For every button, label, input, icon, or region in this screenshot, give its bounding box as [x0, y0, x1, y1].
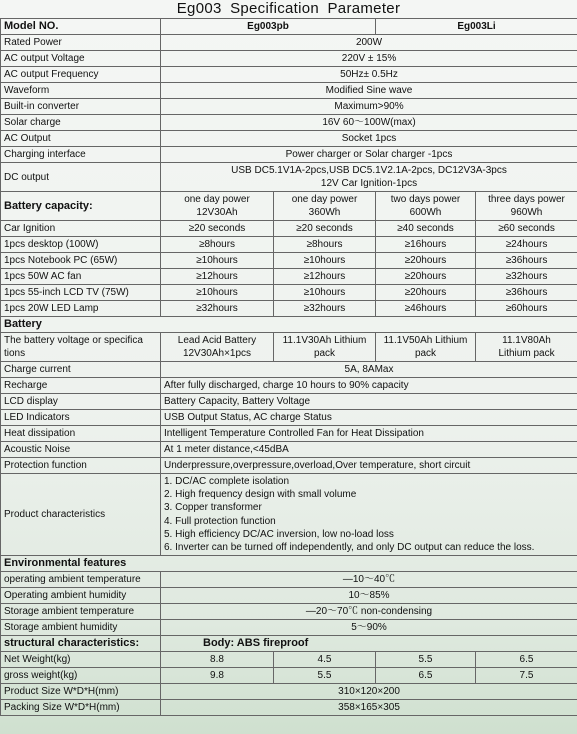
dc-output-line2: 12V Car Ignition-1pcs [320, 178, 418, 189]
spec-value: 5～90% [161, 620, 577, 636]
table-row [1, 35, 577, 51]
spec-label: Packing Size W*D*H(mm) [1, 700, 161, 716]
weight-cell: 9.8 [161, 668, 274, 684]
capacity-column [476, 192, 577, 221]
table-row [1, 163, 577, 192]
capacity-cell: ≥60 seconds [476, 221, 577, 237]
type-line1: 11.1V30Ah Lithium [282, 335, 367, 346]
model-label: Model NO. [1, 19, 161, 35]
spec-value: —20～70℃ non-condensing [161, 604, 577, 620]
capacity-row-label: Car Ignition [1, 221, 161, 237]
capacity-cell: ≥46hours [376, 301, 476, 317]
table-row [1, 115, 577, 131]
capacity-cell: ≥20hours [376, 253, 476, 269]
list-item: 6. Inverter can be turned off independently, and only DC output can reduce the loss. [164, 542, 535, 554]
capacity-column [376, 192, 476, 221]
capacity-row-label: 1pcs Notebook PC (65W) [1, 253, 161, 269]
table-row [1, 51, 577, 67]
weight-cell: 5.5 [376, 652, 476, 668]
list-item: 2. High frequency design with small volume [164, 489, 357, 501]
table-row [1, 604, 577, 620]
table-row [1, 83, 577, 99]
spec-value: Maximum>90% [161, 99, 577, 115]
spec-label: Acoustic Noise [1, 442, 161, 458]
spec-label: Product characteristics [1, 474, 161, 556]
spec-value: 200W [161, 35, 577, 51]
column-line2: 960Wh [510, 207, 543, 218]
capacity-column [161, 192, 274, 221]
section-row [1, 636, 577, 652]
capacity-cell: ≥20 seconds [274, 221, 376, 237]
battery-type [161, 333, 274, 362]
type-line2: 12V30Ah×1pcs [182, 348, 252, 359]
capacity-row-label: 1pcs 50W AC fan [1, 269, 161, 285]
table-row [1, 131, 577, 147]
table-row [1, 362, 577, 378]
spec-label: LCD display [1, 394, 161, 410]
type-line1: Lead Acid Battery [177, 335, 257, 346]
model-pb: Eg003pb [161, 19, 376, 35]
table-row [1, 588, 577, 604]
list-item: 3. Copper transformer [164, 502, 262, 514]
capacity-cell: ≥12hours [161, 269, 274, 285]
capacity-cell: ≥32hours [274, 301, 376, 317]
table-row [1, 378, 577, 394]
column-line2: 600Wh [409, 207, 442, 218]
spec-value: At 1 meter distance,<45dBA [161, 442, 577, 458]
type-line1: 11.1V50Ah Lithium [383, 335, 468, 346]
spec-value: Intelligent Temperature Controlled Fan for Heat Dissipation [161, 426, 577, 442]
type-line2: pack [313, 348, 336, 359]
spec-value: 10～85% [161, 588, 577, 604]
weight-cell: 6.5 [476, 652, 577, 668]
capacity-cell: ≥8hours [274, 237, 376, 253]
table-row [1, 333, 577, 362]
spec-label: Product Size W*D*H(mm) [1, 684, 161, 700]
battery-type [376, 333, 476, 362]
spec-value [161, 163, 577, 192]
spec-value: After fully discharged, charge 10 hours to 90% capacity [161, 378, 577, 394]
battery-type [274, 333, 376, 362]
table-row [1, 99, 577, 115]
spec-label: Protection function [1, 458, 161, 474]
spec-label: Solar charge [1, 115, 161, 131]
table-row [1, 442, 577, 458]
spec-value: —10～40℃ [161, 572, 577, 588]
section-title: Battery [1, 317, 577, 333]
spec-label: AC output Frequency [1, 67, 161, 83]
table-row [1, 67, 577, 83]
spec-value: Socket 1pcs [161, 131, 577, 147]
table-row [1, 147, 577, 163]
spec-label: Rated Power [1, 35, 161, 51]
section-title: structural characteristics: [1, 636, 161, 652]
weight-cell: 4.5 [274, 652, 376, 668]
section-row [1, 556, 577, 572]
weight-cell: 6.5 [376, 668, 476, 684]
capacity-cell: ≥36hours [476, 285, 577, 301]
column-line1: three days power [488, 194, 565, 205]
capacity-cell: ≥20hours [376, 285, 476, 301]
capacity-cell: ≥10hours [161, 253, 274, 269]
weight-cell: 7.5 [476, 668, 577, 684]
body-material: Body: ABS fireproof [161, 636, 577, 652]
spec-label: Charge current [1, 362, 161, 378]
spec-value: Underpressure,overpressure,overload,Over temperature, short circuit [161, 458, 577, 474]
model-li: Eg003Li [376, 19, 577, 35]
spec-label: Charging interface [1, 147, 161, 163]
table-row [1, 700, 577, 716]
spec-value: 358×165×305 [161, 700, 577, 716]
spec-value: Battery Capacity, Battery Voltage [161, 394, 577, 410]
capacity-cell: ≥32hours [476, 269, 577, 285]
spec-table [0, 18, 577, 716]
spec-label: Storage ambient temperature [1, 604, 161, 620]
capacity-cell: ≥10hours [274, 285, 376, 301]
capacity-cell: ≥16hours [376, 237, 476, 253]
table-row [1, 458, 577, 474]
capacity-cell: ≥32hours [161, 301, 274, 317]
weight-cell: 8.8 [161, 652, 274, 668]
spec-label: Heat dissipation [1, 426, 161, 442]
spec-label: Recharge [1, 378, 161, 394]
table-row [1, 394, 577, 410]
spec-label: AC output Voltage [1, 51, 161, 67]
column-line2: 360Wh [308, 207, 341, 218]
section-title: Battery capacity: [1, 192, 161, 221]
table-row [1, 426, 577, 442]
table-row [1, 668, 577, 684]
spec-label: DC output [1, 163, 161, 192]
capacity-cell: ≥12hours [274, 269, 376, 285]
list-item: 1. DC/AC complete isolation [164, 476, 290, 487]
spec-label: Built-in converter [1, 99, 161, 115]
spec-value: 220V ± 15% [161, 51, 577, 67]
section-title: Environmental features [1, 556, 577, 572]
column-line1: one day power [291, 194, 358, 205]
table-row [1, 221, 577, 237]
capacity-cell: ≥20 seconds [161, 221, 274, 237]
table-row [1, 237, 577, 253]
list-item: 5. High efficiency DC/AC inversion, low no-load loss [164, 528, 394, 540]
table-row [1, 572, 577, 588]
spec-value: 50Hz± 0.5Hz [161, 67, 577, 83]
spec-value: USB Output Status, AC charge Status [161, 410, 577, 426]
capacity-column [274, 192, 376, 221]
capacity-cell: ≥60hours [476, 301, 577, 317]
table-row [1, 269, 577, 285]
capacity-cell: ≥36hours [476, 253, 577, 269]
table-row [1, 285, 577, 301]
spec-label: AC Output [1, 131, 161, 147]
spec-label: The battery voltage or specifica tions [1, 333, 161, 362]
spec-label: gross weight(kg) [1, 668, 161, 684]
table-row [1, 684, 577, 700]
capacity-cell: ≥40 seconds [376, 221, 476, 237]
type-line1: 11.1V80Ah [502, 335, 551, 346]
capacity-cell: ≥10hours [274, 253, 376, 269]
column-line1: one day power [184, 194, 250, 205]
spec-label: Storage ambient humidity [1, 620, 161, 636]
spec-value: Power charger or Solar charger -1pcs [161, 147, 577, 163]
table-row [1, 301, 577, 317]
table-header-row [1, 19, 577, 35]
capacity-row-label: 1pcs desktop (100W) [1, 237, 161, 253]
table-row [1, 253, 577, 269]
capacity-cell: ≥8hours [161, 237, 274, 253]
table-row [1, 474, 577, 556]
table-row [1, 410, 577, 426]
capacity-cell: ≥20hours [376, 269, 476, 285]
capacity-cell: ≥10hours [161, 285, 274, 301]
column-line2: 12V30Ah [196, 207, 238, 218]
section-row [1, 317, 577, 333]
spec-label: LED Indicators [1, 410, 161, 426]
spec-label: Net Weight(kg) [1, 652, 161, 668]
table-row [1, 652, 577, 668]
list-item: 4. Full protection function [164, 515, 276, 527]
dc-output-line1: USB DC5.1V1A-2pcs,USB DC5.1V2.1A-2pcs, DC12V3A-3pcs [231, 165, 507, 176]
type-line2: Lithium pack [498, 348, 555, 359]
type-line2: pack [414, 348, 437, 359]
column-line1: two days power [390, 194, 461, 205]
table-row [1, 620, 577, 636]
characteristics-list [161, 474, 577, 556]
spec-value: 16V 60～100W(max) [161, 115, 577, 131]
spec-value: Modified Sine wave [161, 83, 577, 99]
capacity-cell: ≥24hours [476, 237, 577, 253]
capacity-row-label: 1pcs 55-inch LCD TV (75W) [1, 285, 161, 301]
battery-type [476, 333, 577, 362]
capacity-row-label: 1pcs 20W LED Lamp [1, 301, 161, 317]
spec-label: operating ambient temperature [1, 572, 161, 588]
page-title: Eg003 Specification Parameter [176, 0, 401, 17]
spec-value: 310×120×200 [161, 684, 577, 700]
spec-label: Waveform [1, 83, 161, 99]
spec-value: 5A, 8AMax [161, 362, 577, 378]
capacity-header-row [1, 192, 577, 221]
spec-label: Operating ambient humidity [1, 588, 161, 604]
weight-cell: 5.5 [274, 668, 376, 684]
